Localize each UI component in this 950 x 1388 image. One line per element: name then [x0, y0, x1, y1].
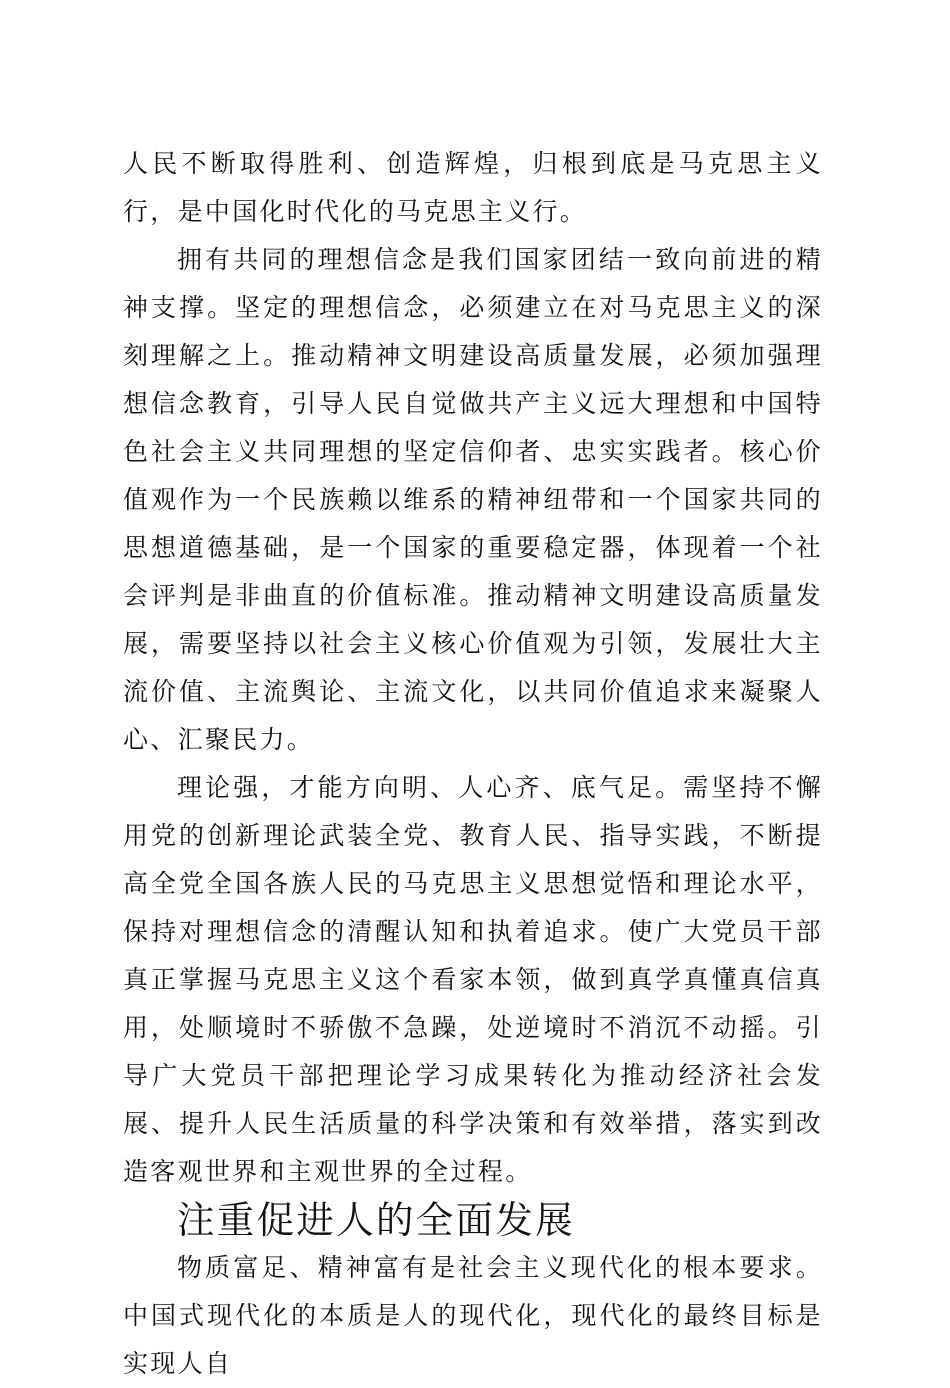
document-body	[123, 140, 823, 1388]
paragraph-4: 物质富足、精神富有是社会主义现代化的根本要求。中国式现代化的本质是人的现代化，现代化的最终目标是实现人自	[123, 1253, 823, 1378]
section-heading: 注重促进人的全面发展	[177, 1198, 575, 1242]
paragraph-2: 拥有共同的理想信念是我们国家团结一致向前进的精神支撑。坚定的理想信念，必须建立在对马克思主义的深刻理解之上。推动精神文明建设高质量发展，必须加强理想信念教育，引导人民自觉做共产主义远大理想和中国特色社会主义共同理想的坚定信仰者、忠实实践者。核心价值观作为一个民族赖以维系的精神纽带和一个国家共同的思想道德基础，是一个国家的重要稳定器，体现着一个社会评判是非曲直的价值标准。推动精神文明建设高质量发展，需要坚持以社会主义核心价值观为引领，发展壮大主流价值、主流舆论、主流文化，以共同价值追求来凝聚人心、汇聚民力。	[123, 245, 823, 754]
paragraph-3: 理论强，才能方向明、人心齐、底气足。需坚持不懈用党的创新理论武装全党、教育人民、指导实践，不断提高全党全国各族人民的马克思主义思想觉悟和理论水平，保持对理想信念的清醒认知和执着追求。使广大党员干部真正掌握马克思主义这个看家本领，做到真学真懂真信真用，处顺境时不骄傲不急躁，处逆境时不消沉不动摇。引导广大党员干部把理论学习成果转化为推动经济社会发展、提升人民生活质量的科学决策和有效举措，落实到改造客观世界和主观世界的全过程。	[123, 773, 823, 1186]
paragraph-1: 人民不断取得胜利、创造辉煌，归根到底是马克思主义行，是中国化时代化的马克思主义行。	[123, 149, 823, 226]
